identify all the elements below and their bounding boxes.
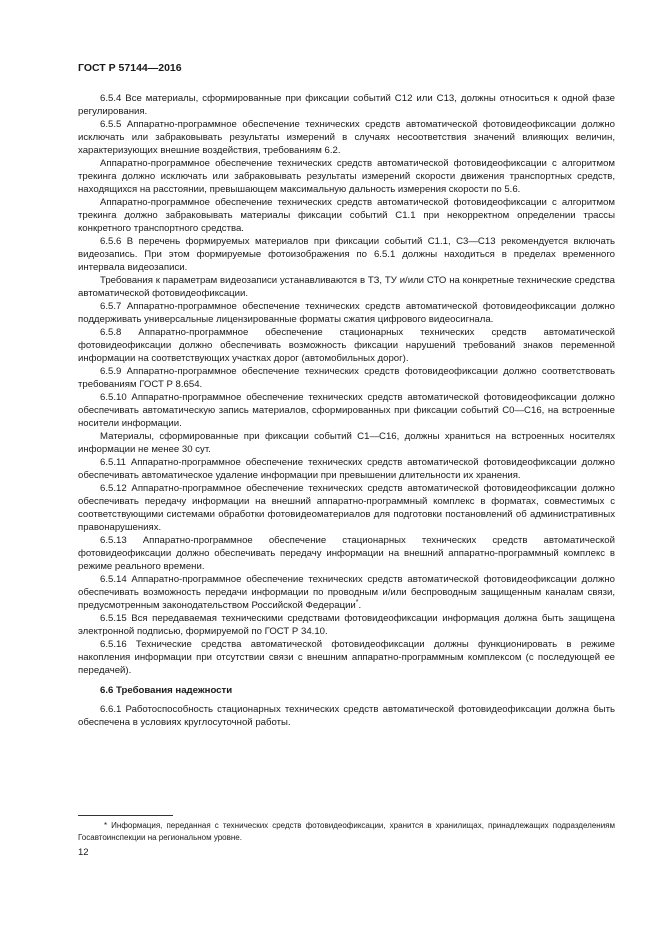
paragraph: Аппаратно-программное обеспечение технических средств автоматической фотовидеофиксации с алгоритмом трекинга должно исключать или забраковывать результаты измерений скорости движения транспортных средств, находящихся на расстоянии, превышающем максимальную дальность измерения скорости по 5.6. <box>78 158 615 195</box>
paragraph: 6.5.13 Аппаратно-программное обеспечение стационарных технических средств автоматической фотовидеофиксации должно обеспечивать передачу информации на внешний аппаратно-программный комплекс в режиме реального времени. <box>78 535 615 572</box>
paragraph: 6.5.11 Аппаратно-программное обеспечение технических средств автоматической фотовидеофиксации должно обеспечивать автоматическое удаление информации при превышении длительности их хранения. <box>78 457 615 481</box>
paragraph: 6.5.10 Аппаратно-программное обеспечение технических средств автоматической фотовидеофиксации должно обеспечивать автоматическую запись материалов, сформированных при фиксации событий С0—С16, на встроенные носители информации. <box>78 392 615 429</box>
paragraph: 6.5.8 Аппаратно-программное обеспечение стационарных технических средств автоматической фотовидеофиксации должно обеспечивать возможность фиксации нарушений требований знаков переменной информации на соответствующих участках дорог (автомобильных дорог). <box>78 327 615 364</box>
paragraph-with-footnote: 6.5.14 Аппаратно-программное обеспечение технических средств автоматической фотовидеофиксации должно обеспечивать возможность передачи информации по проводным и/или беспроводным защищенным каналам связи, предусмотренным законодательством Российской Федерации*. <box>78 574 615 611</box>
page-body <box>78 92 615 729</box>
paragraph: 6.5.7 Аппаратно-программное обеспечение технических средств автоматической фотовидеофиксации должно поддерживать универсальные лицензированные форматы сжатия цифрового видеосигнала. <box>78 301 615 325</box>
paragraph: 6.5.5 Аппаратно-программное обеспечение технических средств автоматической фотовидеофиксации должно исключать или забраковывать результаты измерений в случаях несоответствия значений влияющих величин, характеризующих внешние воздействия, требованиям 6.2. <box>78 119 615 156</box>
paragraph: Требования к параметрам видеозаписи устанавливаются в ТЗ, ТУ и/или СТО на конкретные технические средства автоматической фотовидеофиксации. <box>78 275 615 299</box>
page-header: ГОСТ Р 57144—2016 <box>78 62 182 74</box>
paragraph: 6.5.9 Аппаратно-программное обеспечение технических средств фотовидеофиксации должно соответствовать требованиям ГОСТ Р 8.654. <box>78 366 615 390</box>
page-number: 12 <box>78 847 89 858</box>
paragraph: 6.5.15 Вся передаваемая техническими средствами фотовидеофиксации информация должна быть защищена электронной подписью, формируемой по ГОСТ Р 34.10. <box>78 613 615 637</box>
footnote-marker: * <box>355 598 359 606</box>
paragraph: 6.5.6 В перечень формируемых материалов при фиксации событий С1.1, С3—С13 рекомендуется включать видеозапись. При этом формируемые фотоизображения по 6.5.1 должны находиться в пределах временного интервала видеозаписи. <box>78 236 615 273</box>
paragraph-text: 6.5.14 Аппаратно-программное обеспечение технических средств автоматической фотовидеофиксации должно обеспечивать возможность передачи информации по проводным и/или беспроводным защищенным каналам связи, предусмотренным законодательством Российской Федерации <box>78 574 615 611</box>
paragraph: 6.5.16 Технические средства автоматической фотовидеофиксации должны функционировать в режиме накопления информации при отсутствии связи с внешним аппаратно-программным комплексом (с последующей ее передачей). <box>78 639 615 676</box>
paragraph: 6.6.1 Работоспособность стационарных технических средств автоматической фотовидеофиксации должна быть обеспечена в условиях круглосуточной работы. <box>78 704 615 728</box>
paragraph: Аппаратно-программное обеспечение технических средств автоматической фотовидеофиксации с алгоритмом трекинга должно забраковывать материалы фиксации событий С1.1 при некорректном определении трассы конкретного транспортного средства. <box>78 197 615 234</box>
paragraph: Материалы, сформированные при фиксации событий С1—С16, должны храниться на встроенных носителях информации не менее 30 сут. <box>78 431 615 455</box>
section-heading: 6.6 Требования надежности <box>100 685 233 696</box>
paragraph: 6.5.4 Все материалы, сформированные при фиксации событий С12 или С13, должны относиться к одной фазе регулирования. <box>78 93 615 117</box>
footnote: * Информация, переданная с технических средств фотовидеофиксации, хранится в хранилищах, принадлежащих подразделениям Госавтоинспекции на региональном уровне. <box>78 821 615 842</box>
paragraph: 6.5.12 Аппаратно-программное обеспечение технических средств автоматической фотовидеофиксации должно обеспечивать передачу информации на внешний аппаратно-программный комплекс в форматах, совместимых с соответствующими системами обработки фотовидеоматериалов для подготовки постановлений об административных правонарушениях. <box>78 483 615 533</box>
footnote-divider <box>78 815 173 816</box>
